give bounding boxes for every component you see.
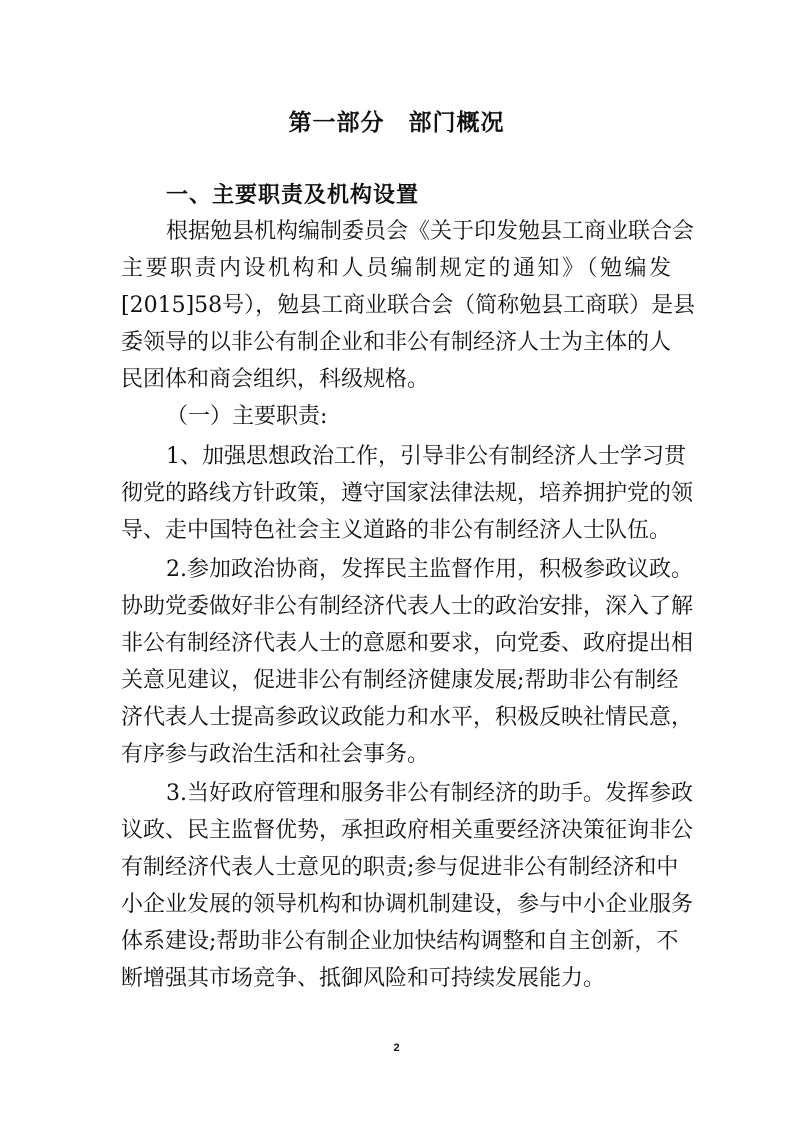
paragraph-line: 体系建设;帮助非公有制企业加快结构调整和自主创新，不 <box>121 929 679 954</box>
paragraph-line: 小企业发展的领导机构和协调机制建设，参与中小企业服务 <box>121 892 694 917</box>
paragraph-line: [2015]58号），勉县工商业联合会（简称勉县工商联）是县 <box>121 293 696 318</box>
paragraph-line: 3.当好政府管理和服务非公有制经济的助手。发挥参政 <box>166 781 693 806</box>
paragraph-line: 委领导的以非公有制企业和非公有制经济人士为主体的人 <box>121 330 672 355</box>
sub-heading: （一）主要职责: <box>166 404 328 429</box>
paragraph-line: 民团体和商会组织，科级规格。 <box>121 367 430 392</box>
page-number: 2 <box>393 1042 400 1054</box>
paragraph-line: 非公有制经济代表人士的意愿和要求，向党委、政府提出相 <box>121 631 694 656</box>
paragraph-line: 有序参与政治生活和社会事务。 <box>121 742 430 767</box>
paragraph-line: 主要职责内设机构和人员编制规定的通知》（勉编发 <box>121 256 671 281</box>
paragraph-line: 议政、民主监督优势，承担政府相关重要经济决策征询非公 <box>121 818 694 843</box>
paragraph-line: 断增强其市场竞争、抵御风险和可持续发展能力。 <box>121 966 606 991</box>
paragraph-line: 济代表人士提高参政议政能力和水平，积极反映社情民意， <box>121 705 694 730</box>
paragraph-line: 1、加强思想政治工作，引导非公有制经济人士学习贯 <box>166 444 686 469</box>
paragraph-line: 导、走中国特色社会主义道路的非公有制经济人士队伍。 <box>121 518 672 543</box>
paragraph-line: 2.参加政治协商，发挥民主监督作用，积极参政议政。 <box>166 557 693 582</box>
paragraph-line: 协助党委做好非公有制经济代表人士的政治安排，深入了解 <box>121 594 694 619</box>
paragraph-line: 彻党的路线方针政策，遵守国家法律法规，培养拥护党的领 <box>121 481 694 506</box>
paragraph-line: 根据勉县机构编制委员会《关于印发勉县工商业联合会 <box>166 219 695 244</box>
part-title: 第一部分 部门概况 <box>288 110 505 136</box>
section-heading: 一、主要职责及机构设置 <box>166 183 420 208</box>
paragraph-line: 关意见建议，促进非公有制经济健康发展;帮助非公有制经 <box>121 668 679 693</box>
paragraph-line: 有制经济代表人士意见的职责;参与促进非公有制经济和中 <box>121 855 679 880</box>
